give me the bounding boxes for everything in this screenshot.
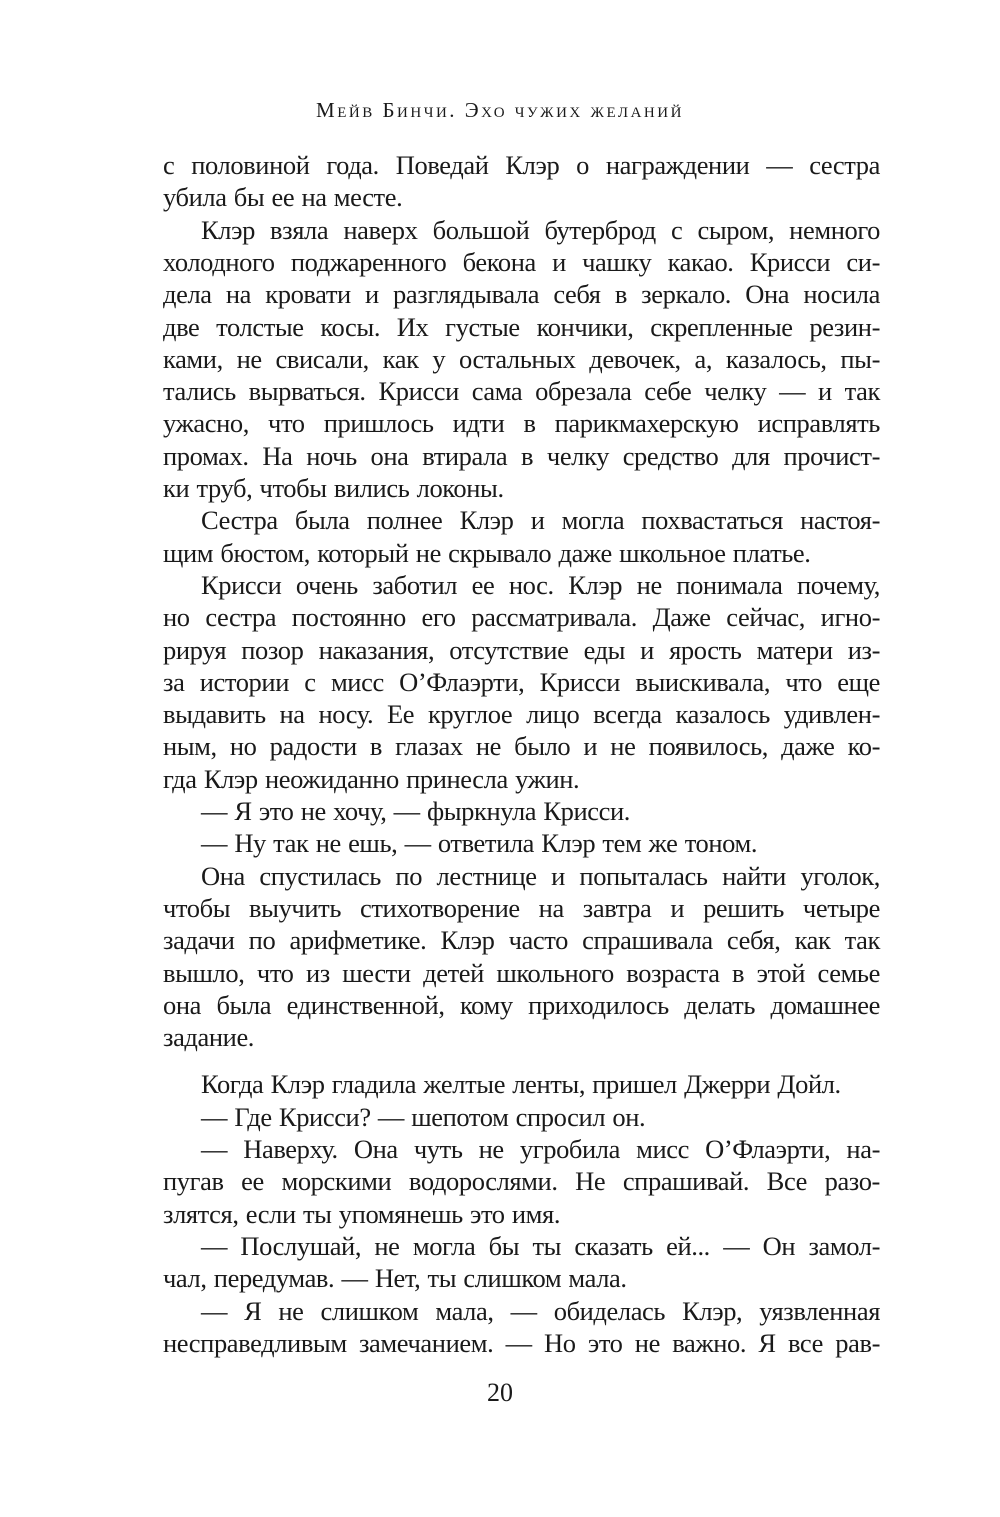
- text-line: Она спустилась по лестнице и попыталась найти уголок,: [201, 860, 880, 891]
- text-line: — Послушай, не могла бы ты сказать ей... — Он замол-: [201, 1230, 880, 1261]
- text-line: пугав ее морскими водорослями. Не спрашивай. Все разо-: [163, 1166, 880, 1197]
- text-line: — Я не слишком мала, — обиделась Клэр, уязвленная: [201, 1295, 880, 1326]
- text-line: чтобы выучить стихотворение на завтра и решить четыре: [163, 892, 880, 923]
- text-line: Когда Клэр гладила желтые ленты, пришел Джерри Дойл.: [201, 1069, 841, 1100]
- text-line: злятся, если ты упомянешь это имя.: [163, 1198, 561, 1229]
- text-line: Клэр взяла наверх большой бутерброд с сыром, немного: [201, 214, 880, 245]
- text-line: — Наверху. Она чуть не угробила мисс О’Флаэрти, на-: [201, 1134, 880, 1164]
- text-line: ками, не свисали, как у остальных девочек, а, казалось, пы-: [163, 343, 880, 374]
- text-line: ки труб, чтобы вились локоны.: [163, 473, 504, 503]
- text-line: несправедливым замечанием. — Но это не важно. Я все рав-: [163, 1327, 880, 1358]
- text-line: убила бы ее на месте.: [163, 182, 403, 213]
- text-line: Сестра была полнее Клэр и могла похвастаться настоя-: [201, 505, 880, 536]
- text-line: она была единственной, кому приходилось делать домашнее: [163, 989, 880, 1020]
- text-line: холодного поджаренного бекона и чашку какао. Крисси си-: [163, 246, 880, 277]
- text-line: вышло, что из шести детей школьного возраста в этой семье: [163, 957, 880, 988]
- text-line: выдавить на носу. Ее круглое лицо всегда казалось удивлен-: [163, 699, 880, 730]
- text-line: тались вырваться. Крисси сама обрезала себе челку — и так: [163, 376, 880, 407]
- text-line: ужасно, что пришлось идти в парикмахерскую исправлять: [163, 408, 880, 439]
- text-line: Крисси очень заботил ее нос. Клэр не понимала почему,: [201, 569, 880, 600]
- text-line: но сестра постоянно его рассматривала. Даже сейчас, игно-: [163, 602, 880, 633]
- text-line: — Ну так не ешь, — ответила Клэр тем же тоном.: [201, 828, 758, 859]
- text-line: промах. На ночь она втирала в челку средство для прочист-: [163, 440, 880, 471]
- text-line: дела на кровати и разглядывала себя в зеркало. Она носила: [163, 279, 880, 310]
- text-line: — Я это не хочу, — фыркнула Крисси.: [201, 796, 630, 826]
- text-line: задание.: [163, 1022, 255, 1053]
- text-line: две толстые косы. Их густые кончики, скрепленные резин-: [163, 311, 880, 342]
- text-line: рируя позор наказания, отсутствие еды и ярость матери из-: [163, 634, 880, 665]
- text-line: щим бюстом, который не скрывало даже школьное платье.: [163, 537, 811, 568]
- text-line: чал, передумав. — Нет, ты слишком мала.: [163, 1263, 627, 1294]
- text-line: гда Клэр неожиданно принесла ужин.: [163, 763, 580, 794]
- text-line: с половиной года. Поведай Клэр о награждении — сестра: [163, 150, 880, 180]
- page-number: 20: [487, 1378, 513, 1407]
- text-line: задачи по арифметике. Клэр часто спрашивала себя, как так: [163, 925, 880, 956]
- running-head: Мейв Бинчи. Эхо чужих желаний: [316, 98, 684, 122]
- text-line: за истории с мисс О’Флаэрти, Крисси выискивала, что еще: [163, 666, 880, 697]
- text-line: ным, но радости в глазах не было и не появилось, даже ко-: [163, 731, 880, 762]
- text-line: — Где Крисси? — шепотом спросил он.: [201, 1101, 646, 1132]
